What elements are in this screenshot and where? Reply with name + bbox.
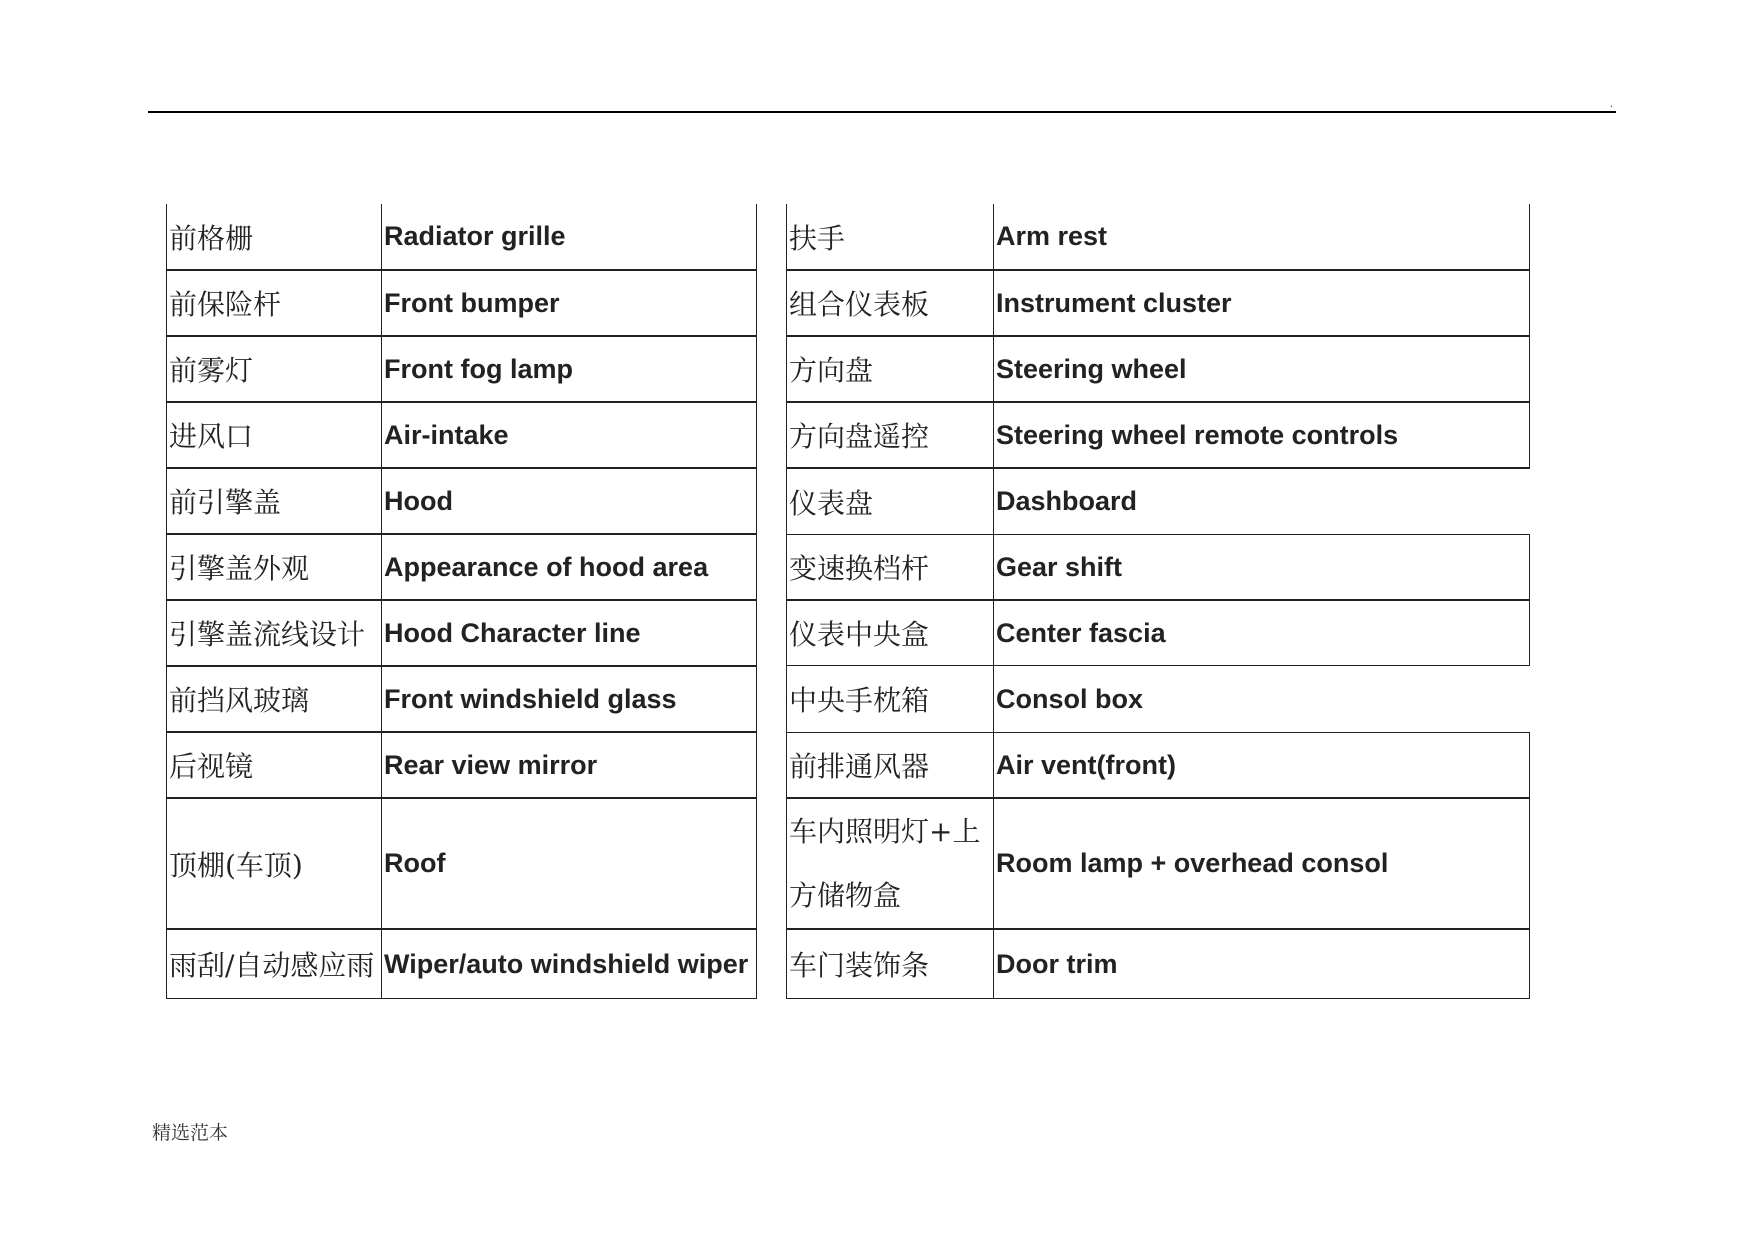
- right-term-en: Dashboard: [993, 468, 1530, 534]
- right-term-en: Air vent(front): [993, 732, 1530, 798]
- left-term-en: Front windshield glass: [381, 666, 757, 732]
- right-term-en: Door trim: [993, 929, 1530, 999]
- left-term-en: Wiper/auto windshield wiper: [381, 929, 757, 999]
- left-term-cn: 引擎盖外观: [166, 534, 381, 600]
- right-term-cn: 仪表中央盒: [786, 600, 993, 666]
- right-term-cn: 变速换档杆: [786, 534, 993, 600]
- right-term-en: Center fascia: [993, 600, 1530, 666]
- left-term-cn: 前保险杆: [166, 270, 381, 336]
- left-term-en: Appearance of hood area: [381, 534, 757, 600]
- header-rule: [148, 111, 1616, 113]
- left-term-cn: 顶棚(车顶): [166, 798, 381, 929]
- left-term-cn: 前挡风玻璃: [166, 666, 381, 732]
- left-term-en: Front fog lamp: [381, 336, 757, 402]
- right-term-en: Steering wheel: [993, 336, 1530, 402]
- left-term-en: Rear view mirror: [381, 732, 757, 798]
- right-term-cn: 中央手枕箱: [786, 666, 993, 732]
- left-term-cn: 后视镜: [166, 732, 381, 798]
- right-term-cn: 组合仪表板: [786, 270, 993, 336]
- left-term-en: Roof: [381, 798, 757, 929]
- right-term-cn: 扶手: [786, 204, 993, 270]
- right-term-cn: 方向盘: [786, 336, 993, 402]
- right-term-cn: 车内照明灯+上方储物盒: [786, 798, 993, 929]
- left-term-cn: 进风口: [166, 402, 381, 468]
- right-term-en: Arm rest: [993, 204, 1530, 270]
- left-term-en: Air-intake: [381, 402, 757, 468]
- right-term-cn: 方向盘遥控: [786, 402, 993, 468]
- left-term-cn: 前引擎盖: [166, 468, 381, 534]
- left-term-en: Front bumper: [381, 270, 757, 336]
- left-term-cn: 引擎盖流线设计: [166, 600, 381, 666]
- right-term-cn: 车门装饰条: [786, 929, 993, 999]
- left-term-cn: 雨刮/自动感应雨: [166, 929, 381, 999]
- right-term-cn: 仪表盘: [786, 468, 993, 534]
- header-mark: .: [1610, 96, 1613, 110]
- right-term-en: Consol box: [993, 666, 1530, 732]
- right-term-en: Steering wheel remote controls: [993, 402, 1530, 468]
- left-term-en: Hood Character line: [381, 600, 757, 666]
- footer-text: 精选范本: [152, 1123, 229, 1144]
- right-term-en: Instrument cluster: [993, 270, 1530, 336]
- left-term-en: Hood: [381, 468, 757, 534]
- right-term-en: Room lamp + overhead consol: [993, 798, 1530, 929]
- right-term-cn: 前排通风器: [786, 732, 993, 798]
- left-term-cn: 前雾灯: [166, 336, 381, 402]
- left-term-en: Radiator grille: [381, 204, 757, 270]
- right-term-en: Gear shift: [993, 534, 1530, 600]
- left-term-cn: 前格栅: [166, 204, 381, 270]
